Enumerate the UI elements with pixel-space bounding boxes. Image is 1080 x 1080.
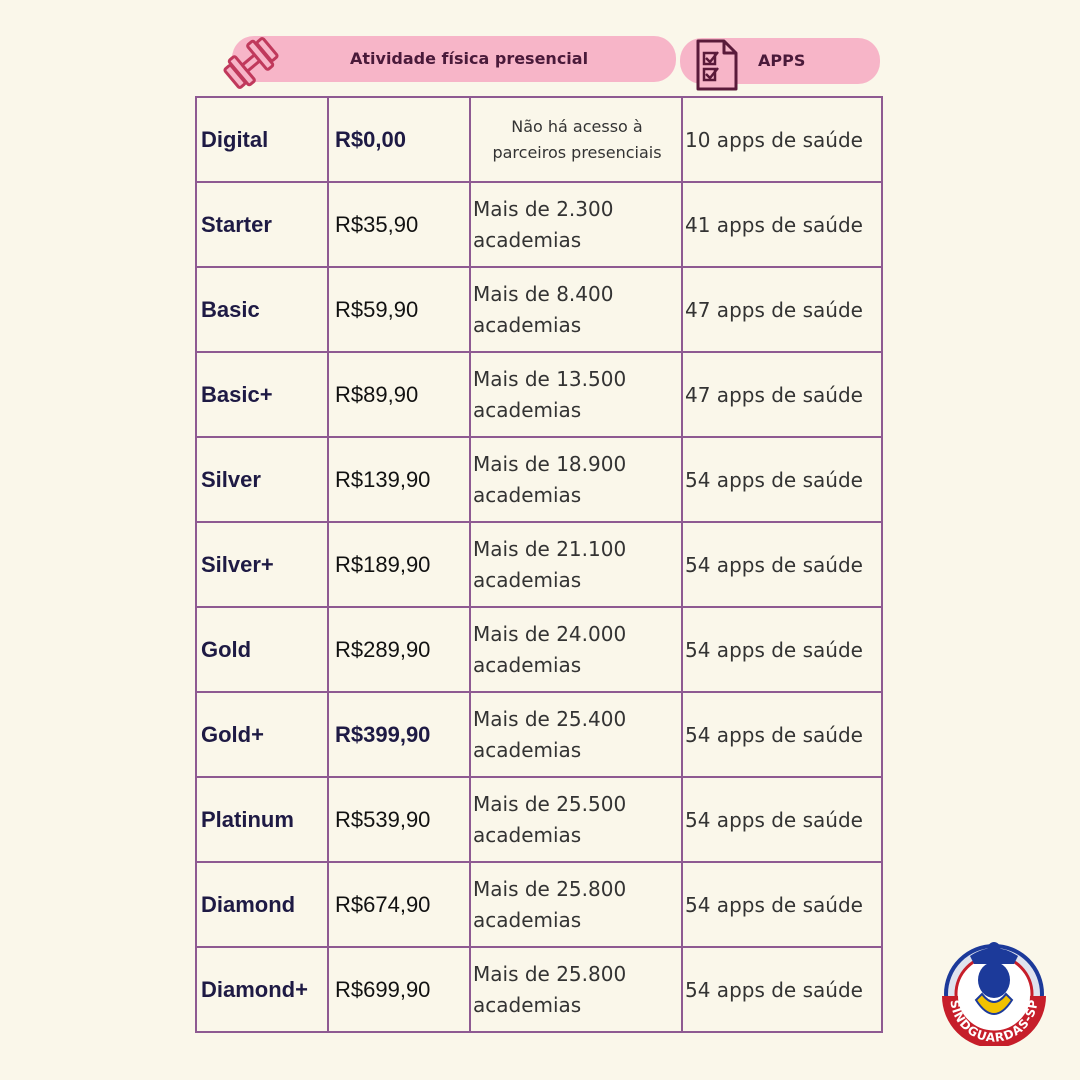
plan-gyms: Mais de 25.500 academias (470, 777, 682, 862)
plan-name: Silver (196, 437, 328, 522)
table-row (196, 947, 882, 1032)
plan-gyms: Mais de 24.000 academias (470, 607, 682, 692)
table-row (196, 692, 882, 777)
plan-apps: 54 apps de saúde (682, 437, 882, 522)
plan-gyms: Mais de 25.800 academias (470, 947, 682, 1032)
plan-name: Silver+ (196, 522, 328, 607)
plan-name: Starter (196, 182, 328, 267)
table-row (196, 777, 882, 862)
table-row (196, 267, 882, 352)
plan-price: R$399,90 (328, 692, 470, 777)
plan-gyms: Mais de 8.400 academias (470, 267, 682, 352)
plan-apps: 47 apps de saúde (682, 352, 882, 437)
plan-price: R$89,90 (328, 352, 470, 437)
activity-header-label: Atividade física presencial (350, 49, 589, 68)
plan-gyms: Mais de 2.300 academias (470, 182, 682, 267)
table-row (196, 97, 882, 182)
plan-name: Digital (196, 97, 328, 182)
table-row (196, 182, 882, 267)
table-row (196, 522, 882, 607)
plan-price: R$139,90 (328, 437, 470, 522)
plan-price: R$189,90 (328, 522, 470, 607)
activity-header-pill (232, 36, 676, 82)
plan-apps: 41 apps de saúde (682, 182, 882, 267)
plan-gyms: Mais de 25.400 academias (470, 692, 682, 777)
plan-apps: 54 apps de saúde (682, 607, 882, 692)
table-row (196, 862, 882, 947)
plan-name: Gold+ (196, 692, 328, 777)
plan-apps: 54 apps de saúde (682, 692, 882, 777)
plan-price: R$59,90 (328, 267, 470, 352)
plan-apps: 54 apps de saúde (682, 777, 882, 862)
plan-apps: 54 apps de saúde (682, 862, 882, 947)
logo-text: SINDGUARDAS-SP (947, 998, 1041, 1045)
plan-apps: 10 apps de saúde (682, 97, 882, 182)
sindguardas-logo-icon (940, 936, 1048, 1046)
plan-gyms: Mais de 13.500 academias (470, 352, 682, 437)
plan-name: Diamond (196, 862, 328, 947)
plan-gyms: Mais de 21.100 academias (470, 522, 682, 607)
plan-apps: 54 apps de saúde (682, 522, 882, 607)
plan-gyms: Não há acesso à parceiros presenciais (470, 97, 682, 182)
plan-price: R$0,00 (328, 97, 470, 182)
plan-apps: 54 apps de saúde (682, 947, 882, 1032)
plan-price: R$539,90 (328, 777, 470, 862)
table-row (196, 607, 882, 692)
plan-price: R$699,90 (328, 947, 470, 1032)
table-row (196, 437, 882, 522)
plans-table (195, 96, 883, 1033)
plan-name: Gold (196, 607, 328, 692)
plan-price: R$35,90 (328, 182, 470, 267)
plan-name: Platinum (196, 777, 328, 862)
plan-name: Diamond+ (196, 947, 328, 1032)
plan-price: R$674,90 (328, 862, 470, 947)
table-row (196, 352, 882, 437)
plan-gyms: Mais de 25.800 academias (470, 862, 682, 947)
checklist-icon (694, 38, 740, 92)
dumbbell-icon (222, 36, 280, 90)
plan-price: R$289,90 (328, 607, 470, 692)
plan-name: Basic (196, 267, 328, 352)
plan-apps: 47 apps de saúde (682, 267, 882, 352)
plan-gyms: Mais de 18.900 academias (470, 437, 682, 522)
apps-header-label: APPS (758, 51, 806, 70)
plan-name: Basic+ (196, 352, 328, 437)
